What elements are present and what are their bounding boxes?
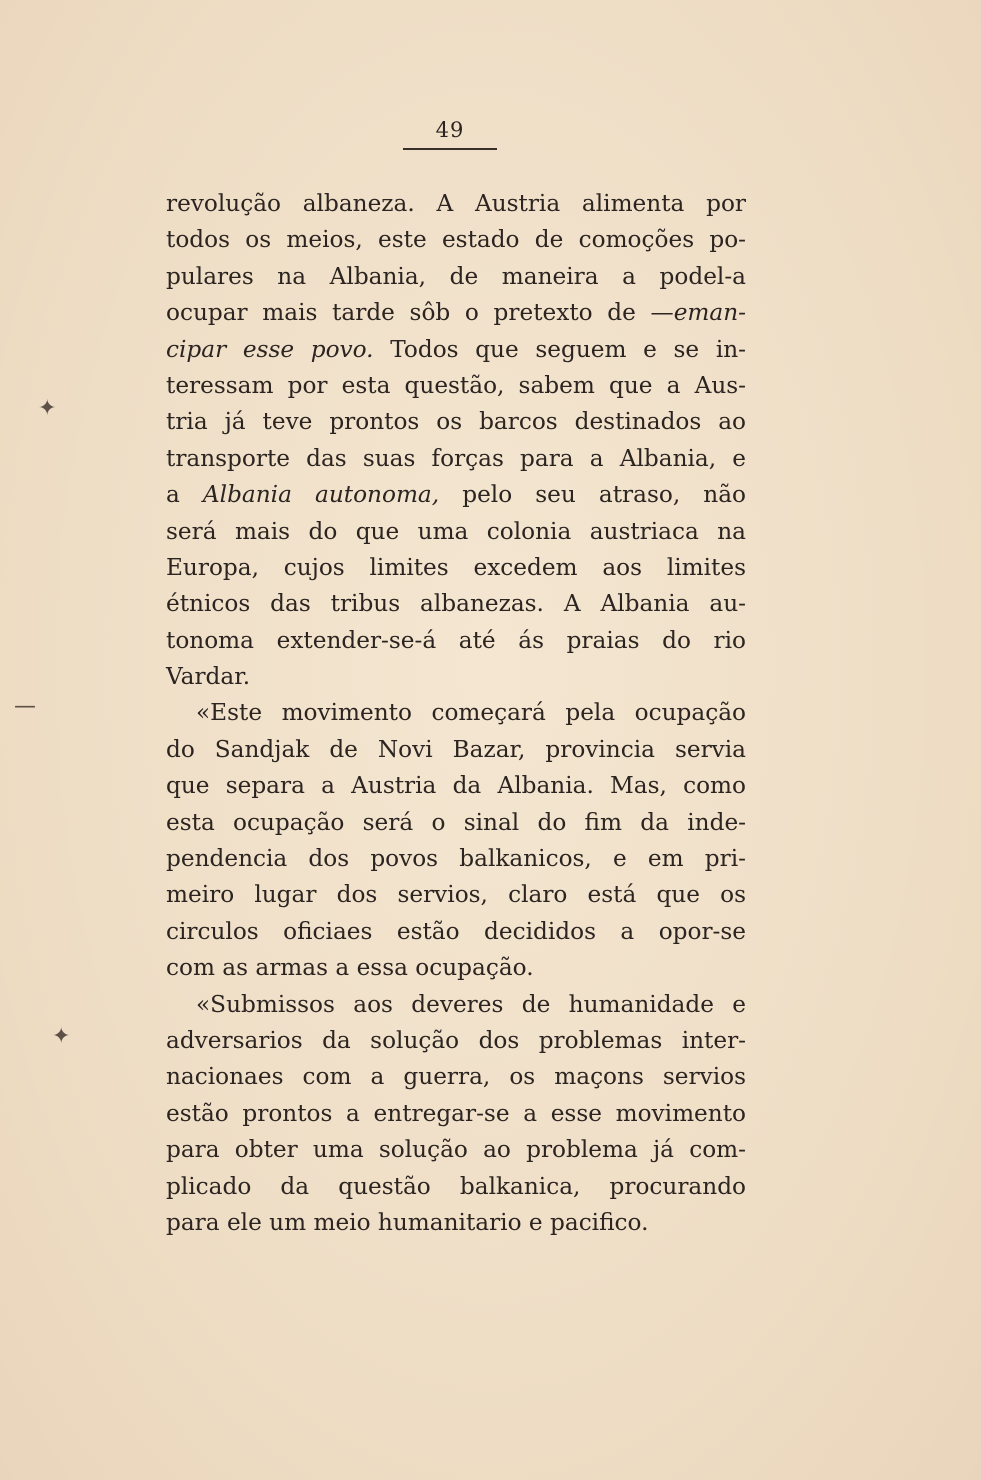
text-line: esta ocupação será o sinal do fim da inde- <box>166 808 746 836</box>
text-line: do Sandjak de Novi Bazar, provincia servia <box>166 735 746 763</box>
text-line: tonoma extender-se-á até ás praias do rio <box>166 626 746 654</box>
text-line: tria já teve prontos os barcos destinados ao <box>166 408 746 436</box>
text-line: estão prontos a entregar-se a esse movimento <box>166 1099 746 1127</box>
body-text <box>166 186 746 1241</box>
text-line: com as armas a essa ocupação. <box>166 954 534 982</box>
text-line: ocupar mais tarde sôb o pretexto de —eman- <box>166 299 746 327</box>
text-line: «Submissos aos deveres de humanidade e <box>196 990 746 1018</box>
margin-mark-icon: ✦ <box>52 1024 71 1049</box>
text-line: para obter uma solução ao problema já com- <box>166 1136 746 1164</box>
text-line: plicado da questão balkanica, procurando <box>166 1172 746 1200</box>
text-line: circulos oficiaes estão decididos a opor-se <box>166 917 746 945</box>
text-line: cipar esse povo. Todos que seguem e se in- <box>166 335 747 363</box>
text-line: pendencia dos povos balkanicos, e em pri- <box>166 845 746 873</box>
text-line: adversarios da solução dos problemas inter- <box>166 1026 746 1054</box>
text-line: a Albania autonoma, pelo seu atraso, não <box>166 481 746 509</box>
margin-mark-icon: ✦ <box>38 396 57 421</box>
text-line: que separa a Austria da Albania. Mas, como <box>166 772 746 800</box>
text-line: étnicos das tribus albanezas. A Albania au- <box>166 590 746 618</box>
text-line: teressam por esta questão, sabem que a Aus- <box>166 371 746 399</box>
text-line: «Este movimento começará pela ocupação <box>196 699 746 727</box>
text-line: meiro lugar dos servios, claro está que os <box>166 881 746 909</box>
text-line: nacionaes com a guerra, os maçons servios <box>166 1063 746 1091</box>
text-line: revolução albaneza. A Austria alimenta por <box>166 190 746 217</box>
page-number: 49 <box>403 118 497 150</box>
text-line: Europa, cujos limites excedem aos limites <box>166 553 746 581</box>
text-line: será mais do que uma colonia austriaca na <box>166 517 746 545</box>
text-line: para ele um meio humanitario e pacifico. <box>166 1208 649 1236</box>
margin-mark-icon: — <box>14 694 36 719</box>
text-line: todos os meios, este estado de comoções po- <box>166 226 746 254</box>
text-line: transporte das suas forças para a Albania, e <box>166 444 746 472</box>
text-line: pulares na Albania, de maneira a podel-a <box>166 262 746 290</box>
text-line: Vardar. <box>166 663 251 691</box>
